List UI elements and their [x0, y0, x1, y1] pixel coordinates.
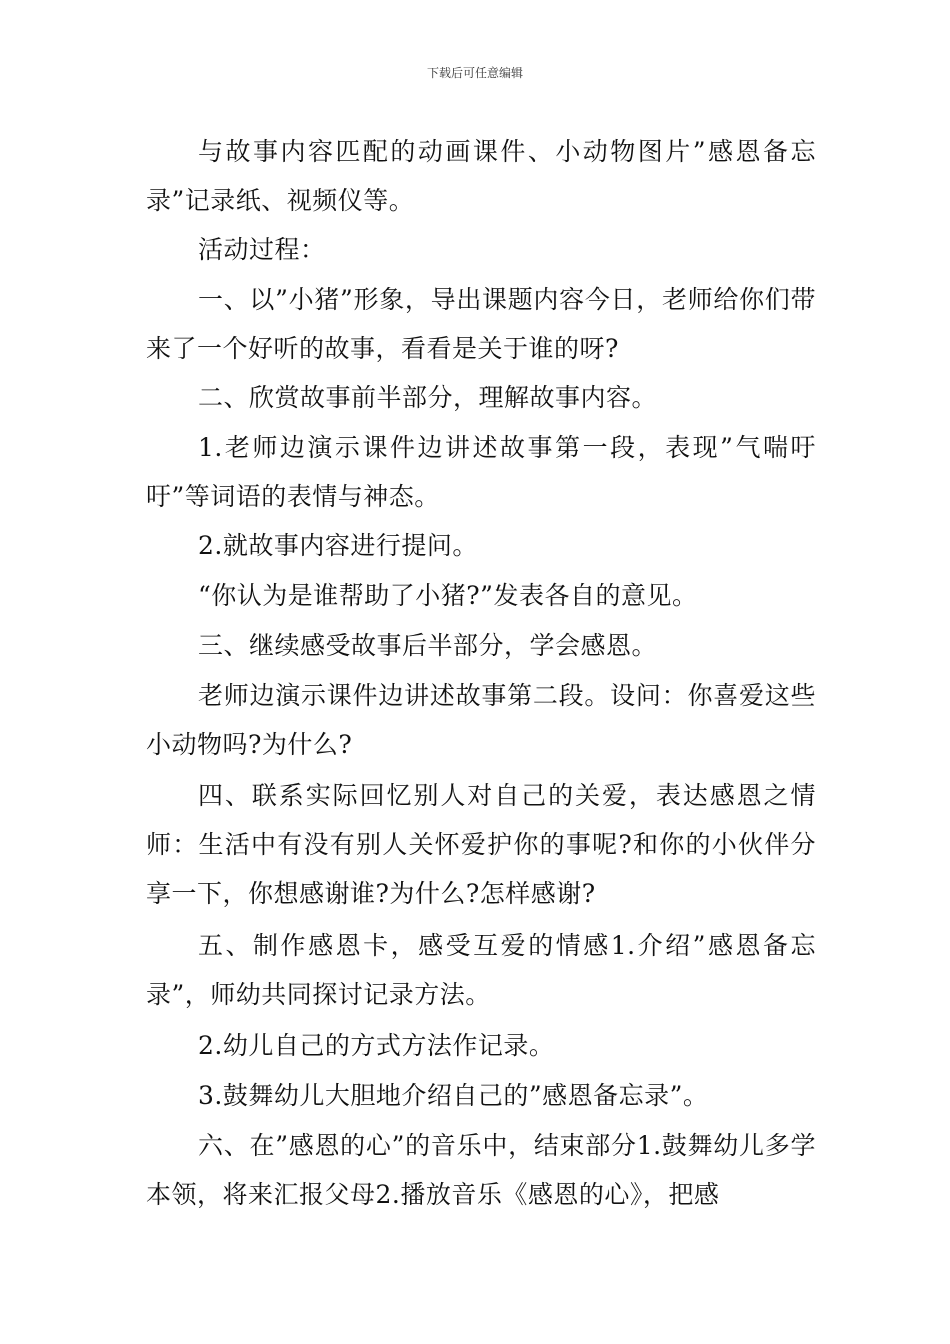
paragraph-question: “你认为是谁帮助了小猪?”发表各自的意见。 — [198, 581, 698, 610]
paragraph-step-three: 三、继续感受故事后半部分，学会感恩。 — [198, 631, 658, 660]
paragraph-step-six: 六、在”感恩的心”的音乐中，结束部分1.鼓舞幼儿多学本领，将来汇报父母2.播放音乐《感恩的心》，把感 — [146, 1131, 816, 1209]
paragraph-step-one: 一、以”小猪”形象，导出课题内容今日，老师给你们带来了一个好听的故事，看看是关于谁的呀? — [146, 285, 816, 363]
paragraph-step-three-detail: 老师边演示课件边讲述故事第二段。设问：你喜爱这些小动物吗?为什么? — [146, 681, 816, 759]
paragraph-step-five-2: 2.幼儿自己的方式方法作记录。 — [198, 1031, 555, 1060]
paragraph-step-five-3: 3.鼓舞幼儿大胆地介绍自己的”感恩备忘录”。 — [198, 1081, 709, 1110]
paragraph-step-four: 四、联系实际回忆别人对自己的关爱，表达感恩之情师：生活中有没有别人关怀爱护你的事呢?和你的小伙伴分享一下，你想感谢谁?为什么?怎样感谢? — [146, 781, 816, 908]
paragraph-step-two-1: 1.老师边演示课件边讲述故事第一段，表现”气喘吁吁”等词语的表情与神态。 — [146, 433, 816, 511]
paragraph-step-five: 五、制作感恩卡，感受互爱的情感1.介绍”感恩备忘录”，师幼共同探讨记录方法。 — [146, 931, 816, 1009]
page-header: 下载后可任意编辑 — [426, 66, 523, 80]
paragraph-step-two: 二、欣赏故事前半部分，理解故事内容。 — [198, 383, 658, 412]
paragraph-step-two-2: 2.就故事内容进行提问。 — [198, 531, 478, 560]
paragraph-activity-process: 活动过程： — [198, 235, 326, 264]
paragraph-materials: 与故事内容匹配的动画课件、小动物图片”感恩备忘录”记录纸、视频仪等。 — [146, 137, 816, 215]
